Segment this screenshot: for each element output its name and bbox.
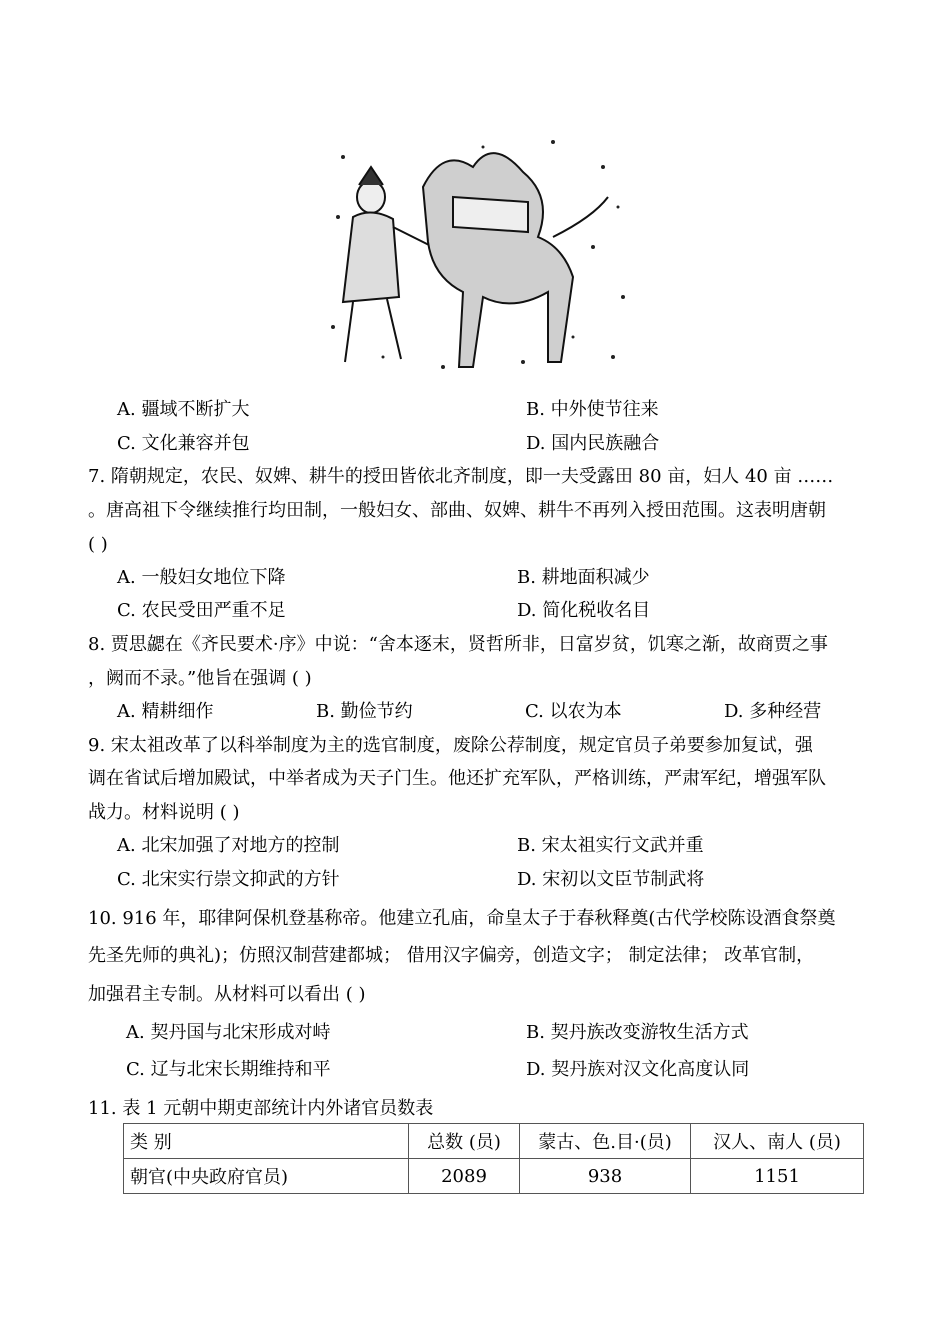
q9-option-a: A. 北宋加强了对地方的控制 (117, 835, 340, 856)
q7-line-1: 7. 隋朝规定，农民、奴婢、耕牛的授田皆依北齐制度，即一夫受露田 80 亩，妇人 40 亩 …… (88, 466, 834, 487)
q8-option-b: B. 勤俭节约 (316, 701, 413, 722)
q9-option-b: B. 宋太祖实行文武并重 (517, 835, 704, 856)
q10-option-c: C. 辽与北宋长期维持和平 (126, 1059, 331, 1080)
camel-rider-illustration (323, 127, 634, 379)
q6-option-c: C. 文化兼容并包 (117, 433, 250, 454)
q9-option-c: C. 北宋实行崇文抑武的方针 (117, 869, 340, 890)
q9-line-1: 9. 宋太祖改革了以科举制度为主的选官制度，废除公荐制度，规定官员子弟要参加复试，强 (88, 735, 813, 756)
q6-option-b: B. 中外使节往来 (526, 399, 659, 420)
q8-line-2: ，阙而不录。”他旨在强调 ( ) (88, 668, 312, 689)
q8-option-d: D. 多种经营 (724, 701, 822, 722)
q7-option-c: C. 农民受田严重不足 (117, 600, 286, 621)
table-row (124, 1159, 864, 1194)
q8-option-a: A. 精耕细作 (117, 701, 214, 722)
q10-option-d: D. 契丹族对汉文化高度认同 (526, 1059, 750, 1080)
q10-line-2: 先圣先师的典礼)；仿照汉制营建都城； 借用汉字偏旁，创造文字； 制定法律； 改革官制， (88, 945, 815, 966)
q10-line-1: 10. 916 年，耶律阿保机登基称帝。他建立孔庙，命皇太子于春秋释奠(古代学校陈设酒食祭奠 (88, 908, 836, 929)
q11-caption: 11. 表 1 元朝中期吏部统计内外诸官员数表 (88, 1098, 434, 1119)
table-header: 蒙古、色.目·(员) (520, 1124, 691, 1159)
q9-option-d: D. 宋初以文臣节制武将 (517, 869, 705, 890)
q7-option-b: B. 耕地面积减少 (517, 567, 650, 588)
table-cell: 朝官(中央政府官员) (124, 1159, 409, 1194)
q8-line-1: 8. 贾思勰在《齐民要术·序》中说：“舍本逐末，贤哲所非，日富岁贫，饥寒之渐，故商贾之事 (88, 634, 828, 655)
table-header: 汉人、南人 (员) (691, 1124, 864, 1159)
q7-option-a: A. 一般妇女地位下降 (117, 567, 286, 588)
q7-line-2: 。唐高祖下令继续推行均田制，一般妇女、部曲、奴婢、耕牛不再列入授田范围。这表明唐朝 (88, 500, 826, 521)
q9-line-3: 战力。材料说明 ( ) (88, 802, 240, 823)
q7-line-3: ( ) (88, 534, 108, 555)
table-cell: 1151 (691, 1159, 864, 1194)
table-cell: 2089 (409, 1159, 520, 1194)
q9-line-2: 调在省试后增加殿试，中举者成为天子门生。他还扩充军队，严格训练，严肃军纪，增强军队 (88, 768, 826, 789)
q10-option-b: B. 契丹族改变游牧生活方式 (526, 1022, 749, 1043)
table-cell: 938 (520, 1159, 691, 1194)
q10-line-3: 加强君主专制。从材料可以看出 ( ) (88, 984, 366, 1005)
q6-option-d: D. 国内民族融合 (526, 433, 660, 454)
q7-option-d: D. 简化税收名目 (517, 600, 651, 621)
q8-option-c: C. 以农为本 (525, 701, 622, 722)
q6-option-a: A. 疆域不断扩大 (117, 399, 250, 420)
q10-option-a: A. 契丹国与北宋形成对峙 (126, 1022, 331, 1043)
official-count-table (123, 1123, 864, 1194)
table-header: 总数 (员) (409, 1124, 520, 1159)
table-header: 类 别 (124, 1124, 409, 1159)
table-header-row (124, 1124, 864, 1159)
